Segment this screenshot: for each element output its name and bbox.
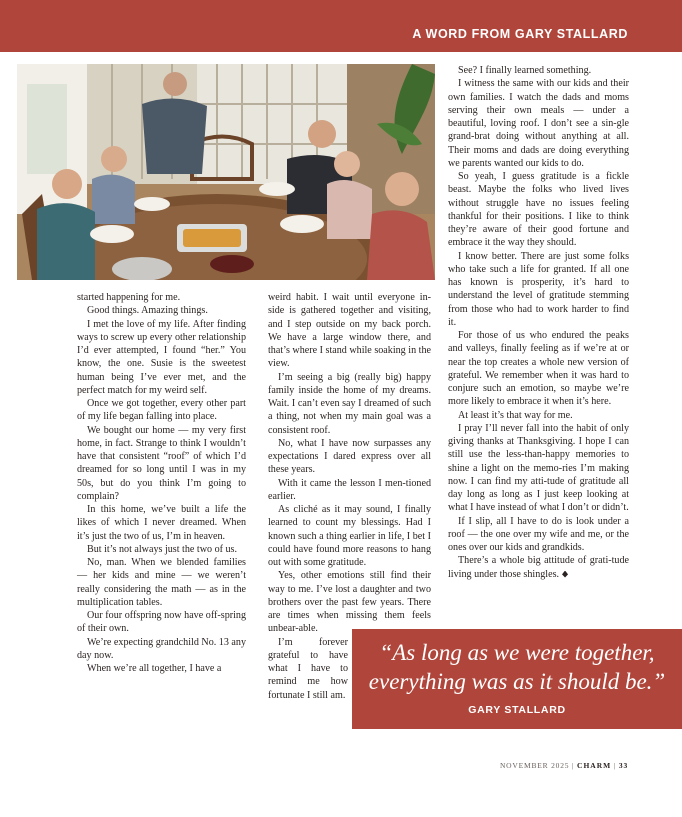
paragraph: I pray I’ll never fall into the habit of only giving thanks at Thanksgiving. I hope I can still use the less-than-happy memories to shine a light on the memo-ries I’m making now. I can find my atti-tude of gratitude all day long as long as I just keep looking at what I have instead of what I don’t or didn’t. xyxy=(448,422,629,514)
paragraph: If I slip, all I have to do is look under a roof — the one over my wife and me, or the ones over our kids and grandkids. xyxy=(448,515,629,553)
paragraph: I met the love of my life. After finding ways to screw up every other relationship I’d ever attempted, I found “her.” You know, the one. Susie is the sweetest human being I’ve ever met, and the perfect match for my weird self. xyxy=(77,318,246,396)
paragraph-last xyxy=(448,554,629,581)
pull-quote-author: GARY STALLARD xyxy=(468,704,566,716)
paragraph: For those of us who endured the peaks and valleys, finally feeling as if we’re at or near the top creates a whole new version of grateful. We remember when it was hard to conjure such an emotion, so maybe we’re more likely to embrace it when it’s here. xyxy=(448,330,629,408)
paragraph: I’m forever grateful to have what I have to remind me how fortunate I still am. xyxy=(268,636,348,701)
paragraph: Yes, other emotions still find their way to me. I’ve lost a daughter and two brothers over the past few years. There are times when missing them feels unbear-able. xyxy=(268,570,431,635)
pull-quote-line: “As long as we were together, xyxy=(379,640,655,665)
paragraph: Good things. Amazing things. xyxy=(87,305,208,317)
paragraph: Our four offspring now have off-spring of their own. xyxy=(77,610,246,635)
paragraph: I’m seeing a big (really big) happy family inside the home of my dreams. Wait. I can’t even say I dreamed of such a thing, not when my main goal was a consistent roof. xyxy=(268,371,431,436)
article-column-3 xyxy=(448,64,629,581)
paragraph: No, man. When we blended families — her kids and mine — we weren’t really considering the math — as in the multiplication tables. xyxy=(77,557,246,608)
paragraph: We’re expecting grandchild No. 13 any day now. xyxy=(77,636,246,661)
header-bar xyxy=(0,0,682,52)
pull-quote xyxy=(352,629,682,729)
family-dinner-photo xyxy=(17,64,435,280)
paragraph: I know better. There are just some folks who take such a life for granted. If all one has known is prosperity, it’s hard to understand the level of gratitude stemming from those who had to work harder to find it. xyxy=(448,250,629,328)
pull-quote-line: everything was as it should be.” xyxy=(368,669,666,694)
magazine-name: CHARM xyxy=(577,761,612,770)
paragraph: weird habit. I wait until everyone in-side is gathered together and visiting, and I step outside on my back porch. We have a large window there, and that’s where I stand while soaking in the view. xyxy=(268,292,431,370)
paragraph: As cliché as it may sound, I finally learned to count my blessings. Had I known such a thing earlier in life, I bet I could have found more reasons to hang out with some gratitude. xyxy=(268,504,431,568)
paragraph: started happening for me. xyxy=(77,292,181,303)
paragraph: We bought our home — my very first home, in fact. Strange to think I wouldn’t have that consistent “roof” of which I’d dreamed for so long until I was in my 50s, but do you think I’m going to complain? xyxy=(77,424,246,502)
paragraph: See? I finally learned something. xyxy=(458,65,592,76)
paragraph: I witness the same with our kids and their own families. I watch the dads and moms serving their own meals — under a beautiful, loving roof. I don’t see a sin-gle grand-brat doing without anything at all. Their moms and dads are doing everything we parents wanted our kids to do. xyxy=(448,78,629,169)
paragraph: Once we got together, every other part of my life began falling into place. xyxy=(77,398,246,423)
page-number: 33 xyxy=(618,761,628,770)
paragraph: With it came the lesson I men-tioned earlier. xyxy=(268,477,431,502)
paragraph: At least it’s that way for me. xyxy=(458,409,573,421)
article-column-1 xyxy=(77,291,246,675)
issue-date: NOVEMBER 2025 xyxy=(499,761,570,770)
page-footer xyxy=(500,761,628,770)
section-title: A WORD FROM GARY STALLARD xyxy=(412,27,628,41)
paragraph: But it’s not always just the two of us. xyxy=(87,543,238,555)
footer-separator: | xyxy=(613,761,617,770)
footer-separator: | xyxy=(572,761,575,770)
end-mark-icon xyxy=(562,571,568,578)
paragraph: No, what I have now surpasses any expectations I dared express over all these years. xyxy=(268,437,431,476)
paragraph: When we’re all together, I have a xyxy=(87,663,222,674)
paragraph: So yeah, I guess gratitude is a fickle beast. Maybe the folks who lived lives without struggle have no issues feeling thankful for their positions. I like to think they’re aware of their good fortune and embrace it the way they should. xyxy=(448,171,629,249)
paragraph-text: There’s a whole big attitude of grati-tude living under those shingles. xyxy=(448,555,629,580)
paragraph: In this home, we’ve built a life the likes of which I never dreamed. When it’s just the two of us, I’m in heaven. xyxy=(77,504,246,542)
pull-quote-text xyxy=(352,638,682,696)
